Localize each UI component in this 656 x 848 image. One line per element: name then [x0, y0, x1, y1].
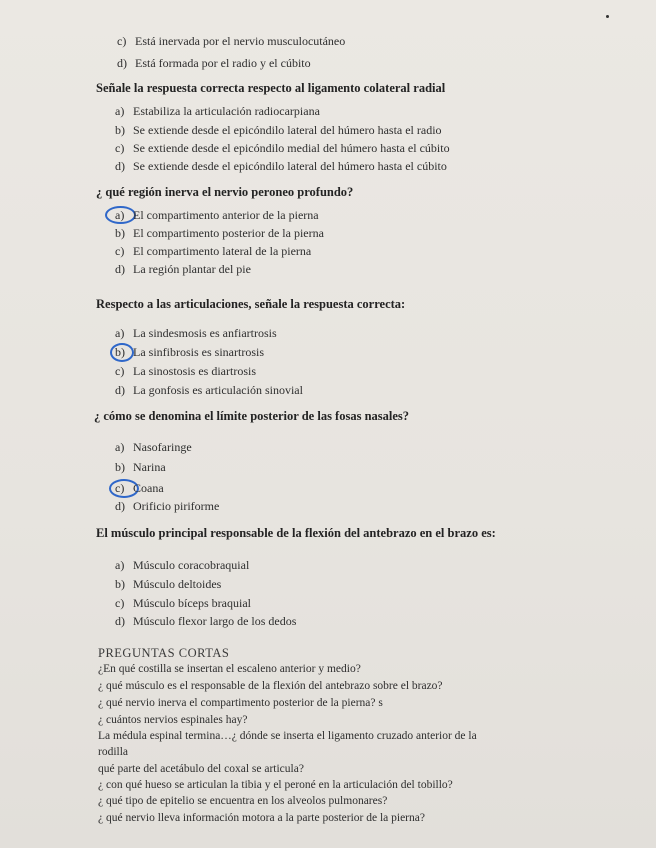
q5-option-c: c) Músculo bíceps braquial — [115, 596, 251, 610]
q5-option-d: d) Músculo flexor largo de los dedos — [115, 614, 297, 628]
q0-option-d: d) Está formada por el radio y el cúbito — [117, 56, 311, 70]
q5-option-b: b) Músculo deltoides — [115, 577, 222, 591]
short-question-4: ¿ cuántos nervios espinales hay? — [98, 714, 248, 726]
q3-option-d: d) La gonfosis es articulación sinovial — [115, 383, 303, 397]
short-question-8: ¿ qué tipo de epitelio se encuentra en los alveolos pulmonares? — [98, 795, 388, 807]
q3-option-c: c) La sinostosis es diartrosis — [115, 364, 256, 378]
short-question-1: ¿En qué costilla se insertan el escaleno anterior y medio? — [98, 663, 361, 675]
q4-option-c: c) Coana — [115, 481, 164, 495]
q1-option-b: b) Se extiende desde el epicóndilo lateral del húmero hasta el radio — [115, 123, 442, 137]
q2-title: ¿ qué región inerva el nervio peroneo profundo? — [96, 185, 354, 199]
short-question-2: ¿ qué músculo es el responsable de la flexión del antebrazo sobre el brazo? — [98, 680, 443, 692]
short-question-6: qué parte del acetábulo del coxal se articula? — [98, 763, 304, 775]
ink-speck — [606, 15, 609, 18]
q0-option-c: c) Está inervada por el nervio musculocutáneo — [117, 34, 346, 48]
q5-option-a: a) Músculo coracobraquial — [115, 558, 250, 572]
short-question-7: ¿ con qué hueso se articulan la tibia y el peroné en la articulación del tobillo? — [98, 779, 453, 791]
short-question-3: ¿ qué nervio inerva el compartimento posterior de la pierna? s — [98, 697, 383, 709]
q2-option-c: c) El compartimento lateral de la pierna — [115, 244, 312, 258]
q2-option-a: a) El compartimento anterior de la pierna — [115, 208, 319, 222]
short-question-5: La médula espinal termina…¿ dónde se inserta el ligamento cruzado anterior de la — [98, 730, 477, 742]
short-question-5-cont: rodilla — [98, 746, 129, 758]
q1-option-c: c) Se extiende desde el epicóndilo medial del húmero hasta el cúbito — [115, 141, 450, 155]
q2-option-b: b) El compartimento posterior de la pierna — [115, 226, 324, 240]
q1-option-a: a) Estabiliza la articulación radiocarpiana — [115, 104, 320, 118]
q3-title: Respecto a las articulaciones, señale la respuesta correcta: — [96, 297, 406, 311]
q2-option-d: d) La región plantar del pie — [115, 262, 251, 276]
q3-option-b: b) La sinfibrosis es sinartrosis — [115, 345, 264, 359]
q4-option-a: a) Nasofaringe — [115, 440, 192, 454]
q4-option-b: b) Narina — [115, 460, 166, 474]
q4-option-d: d) Orificio piriforme — [115, 499, 220, 513]
short-question-9: ¿ qué nervio lleva información motora a la parte posterior de la pierna? — [98, 812, 425, 824]
short-questions-heading: PREGUNTAS CORTAS — [98, 646, 230, 660]
q1-option-d: d) Se extiende desde el epicóndilo lateral del húmero hasta el cúbito — [115, 159, 447, 173]
q1-title: Señale la respuesta correcta respecto al ligamento colateral radial — [96, 81, 446, 95]
q4-title: ¿ cómo se denomina el límite posterior de las fosas nasales? — [94, 409, 410, 423]
q5-title: El músculo principal responsable de la flexión del antebrazo en el brazo es: — [96, 526, 496, 540]
q3-option-a: a) La sindesmosis es anfiartrosis — [115, 326, 277, 340]
